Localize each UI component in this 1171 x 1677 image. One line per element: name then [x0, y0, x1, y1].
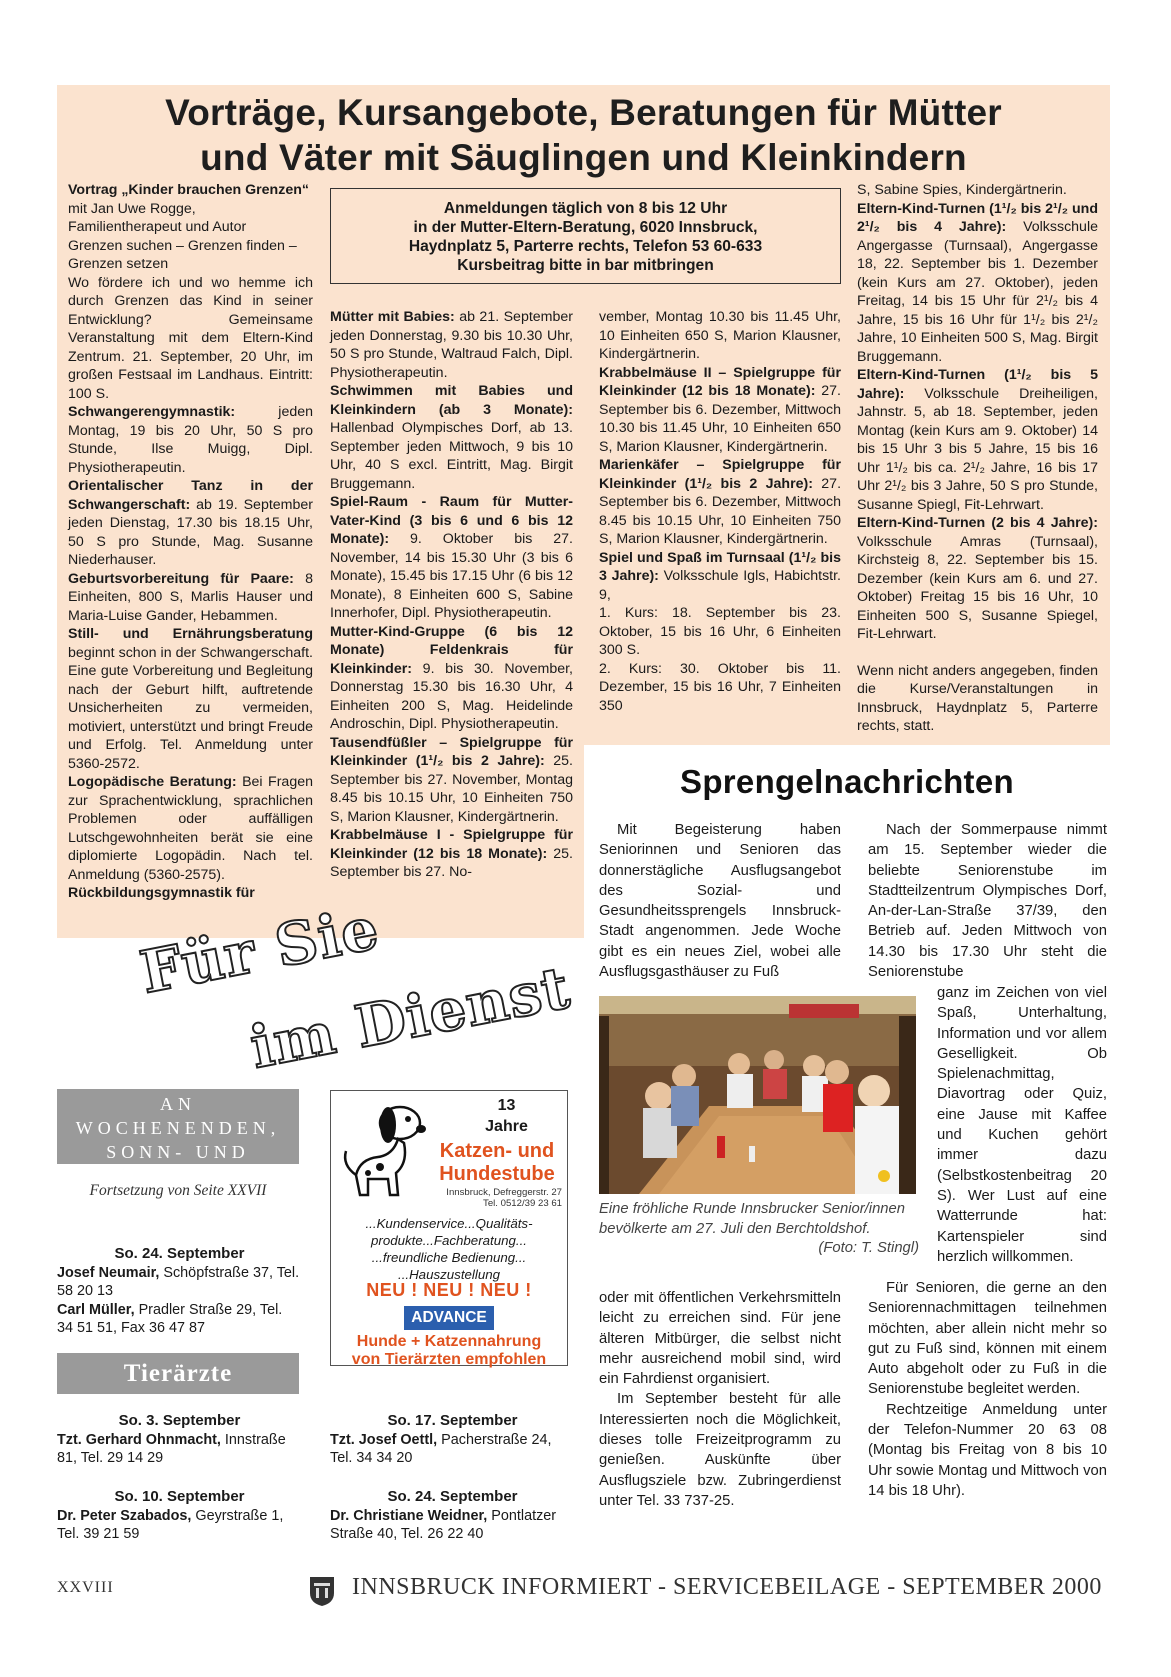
ad-street: Innsbruck, Defreggerstr. 27 — [446, 1187, 562, 1198]
course-title: Tausendfüßler – Spielgruppe für Kleinkinder (1¹/₂ bis 2 Jahre): — [330, 734, 573, 769]
course-details: vember, Montag 10.30 bis 11.45 Uhr, 10 Einheiten 650 S, Marion Klausner, Kindergärtnerin. — [599, 309, 841, 362]
course-title: Schwimmen mit Babies und Kleinkindern (ab 3 Monate): — [330, 383, 573, 418]
course-title: Eltern-Kind-Turnen (2 bis 4 Jahre): — [857, 515, 1098, 531]
ad-address — [420, 1187, 562, 1209]
course-details: Hallenbad Olympisches Dorf, ab 13. September jeden Mittwoch, 9 bis 10 Uhr, 40 S excl. Eintritt, Mag. Birgit Bruggemann. — [330, 420, 573, 492]
duty-address: Innstraße 81, Tel. 29 14 29 — [57, 1431, 286, 1466]
course-title: Vortrag „Kinder brauchen Grenzen“ — [68, 182, 309, 198]
course-details: ab 21. September jeden Donnerstag, 9.30 bis 10.30 Uhr, 50 S pro Stunde, Waltraud Falch, Dipl. Physiotherapeutin. — [330, 309, 573, 381]
article-paragraph: ganz im Zeichen von viel Spaß, Unterhaltung, Information und vor allem Geselligkeit. Ob Spielenachmittag, Diavortrag oder Quiz, eine Jause mit Kaffee und Kuchen gehört immer dazu (Selbstkostenbeitrag 20 S). Wer Lust auf eine Watterrunde hat: Kartenspieler sind herzlich willkommen. — [937, 985, 1107, 1265]
course-item — [68, 403, 313, 477]
course-details: Volksschule Igls, Habichtstr. 9, — [599, 568, 841, 603]
course-item — [330, 382, 573, 493]
vet-duty-entry — [330, 1488, 575, 1544]
photo-credit: (Foto: T. Stingl) — [818, 1240, 919, 1256]
banner-line: FEIERTAGEN — [98, 1166, 258, 1186]
ad-service-line: produkte...Fachberatung... — [371, 1233, 527, 1248]
course-item — [857, 514, 1098, 644]
course-title: Orientalischer Tanz in der Schwangerschaft: — [68, 478, 313, 513]
vet-duty-entry — [57, 1412, 302, 1468]
duty-listing — [330, 1507, 575, 1544]
ad-shop-name-line: Katzen- und — [439, 1140, 555, 1162]
article-paragraph: Nach der Sommerpause nimmt am 15. September wieder die beliebte Seniorenstube im Stadtteilzentrum Olympisches Dorf, An-der-Lan-Straße 37/39, den Betrieb auf. Jeden Mittwoch von 14.30 bis 17.30 Uhr steht die Seniorenstube — [868, 822, 1107, 981]
ad-shop-name-line: Hundestube — [439, 1163, 555, 1185]
course-title: Krabbelmäuse I - Spielgruppe für Kleinkinder (12 bis 18 Monate): — [330, 827, 573, 862]
course-item — [68, 570, 313, 626]
course-title: Logopädische Beratung: — [68, 774, 237, 790]
duty-address: Geyrstraße 1, Tel. 39 21 59 — [57, 1507, 284, 1542]
duty-listing — [57, 1264, 302, 1301]
duty-address: Pradler Straße 29, Tel. 34 51 51, Fax 36 47 87 — [57, 1301, 283, 1336]
article-paragraph: Rechtzeitige Anmeldung unter der Telefon-Nummer 20 63 08 (Montag bis Freitag von 8 bis 10 Uhr sowie Montag und Mittwoch von 14 bis 18 Uhr). — [868, 1401, 1107, 1499]
duty-date: So. 10. September — [114, 1488, 245, 1505]
course-title: Mutter-Kind-Gruppe (6 bis 12 Monate) Feldenkrais für Kleinkinder: — [330, 623, 573, 677]
course-details: 25. September bis 27. November, Montag 8.45 bis 10.15 Uhr, 10 Einheiten 750 S, Marion Klausner, Kindergärtnerin. — [330, 753, 574, 825]
course-title: Eltern-Kind-Turnen (1¹/₂ bis 2¹/₂ und 2¹/₂ bis 4 Jahre): — [857, 200, 1098, 235]
ad-years-badge — [449, 1095, 564, 1137]
course-item — [599, 364, 841, 457]
banner-line: AN WOCHENENDEN, — [75, 1094, 281, 1138]
course-item — [68, 625, 313, 773]
notice-line-2: in der Mutter-Eltern-Beratung, 6020 Innsbruck, — [413, 219, 758, 236]
article-paragraph: Im September besteht für alle Interessierten noch die Möglichkeit, dieses tolle Freizeitprogramm zu genießen. Auskünfte über Ausflugsziele bzw. Zubringerdienst unter Tel. 33 737-25. — [599, 1391, 841, 1509]
course-item — [330, 623, 573, 734]
ad-phone: Tel. 0512/39 23 61 — [483, 1198, 562, 1209]
continuation-note: Fortsetzung von Seite XXVII — [89, 1182, 267, 1199]
course-details: Bei Fragen zur Sprachentwicklung, sprachlichen Problemen oder auffälligen Lutschgewohnheiten berät sie eine diplomierte Logopädin. Nach tel. Anmeldung (5360-2575). — [68, 774, 313, 883]
page-number: XXVIII — [57, 1579, 114, 1596]
duty-listing — [330, 1431, 575, 1468]
course-title: Marienkäfer – Spielgruppe für Kleinkinder (1¹/₂ bis 2 Jahre): — [599, 457, 841, 492]
course-item — [330, 826, 573, 882]
weekend-duty-banner — [57, 1089, 299, 1186]
course-item — [857, 366, 1098, 514]
course-item — [68, 884, 313, 903]
course-details: 9. bis 30. November, Donnerstag 15.30 bis 16.30 Uhr, 4 Einheiten 200 S, Mag. Heidelinde Androschin, Dipl. Physiotherapeutin. — [330, 660, 573, 732]
course-title: Eltern-Kind-Turnen (1¹/₂ bis 5 Jahre): — [857, 367, 1098, 402]
duty-name: Dr. Christiane Weidner, — [330, 1507, 488, 1524]
duty-name: Carl Müller, — [57, 1301, 135, 1318]
course-details: jeden Montag, 19 bis 20 Uhr, 50 S pro Stunde, Ilse Muigg, Dipl. Physiotherapeutin. — [68, 404, 313, 476]
course-details: 27. September bis 6. Dezember, Mittwoch 8.45 bis 10.15 Uhr, 10 Einheiten 750 S, Marion Klausner, Kindergärtnerin. — [599, 475, 842, 547]
course-item — [599, 549, 841, 605]
duty-listing — [57, 1301, 302, 1338]
course-location-note: Wenn nicht anders angegeben, finden die Kurse/Veranstaltungen in Innsbruck, Haydnplatz 5, Parterre rechts, statt. — [857, 662, 1098, 734]
duty-name: Josef Neumair, — [57, 1264, 160, 1281]
duty-address: Pacherstraße 24, Tel. 34 34 20 — [330, 1431, 552, 1466]
ad-service-line: ...Kundenservice...Qualitäts- — [365, 1216, 533, 1231]
duty-listing — [57, 1431, 302, 1468]
notice-line-1: Anmeldungen täglich von 8 bis 12 Uhr — [443, 200, 728, 217]
course-title: Schwangerengymnastik: — [68, 404, 236, 420]
footer-title: INNSBRUCK INFORMIERT - SERVICEBEILAGE - SEPTEMBER 2000 — [352, 1574, 1102, 1600]
sprengel-article-col-b-cont — [868, 1278, 1107, 1501]
service-title-line-2: im Dienst — [245, 953, 576, 1082]
course-title: Spiel und Spaß im Turnsaal (1¹/₂ bis 3 Jahre): — [599, 549, 841, 584]
duty-name: Dr. Peter Szabados, — [57, 1507, 192, 1524]
sprengel-article-col-b-wrap — [937, 983, 1107, 1267]
notice-line-4: Kursbeitrag bitte in bar mitbringen — [457, 257, 714, 274]
course-speaker: mit Jan Uwe Rogge, Familientherapeut und Autor — [68, 200, 247, 235]
ad-new-banner: NEU ! NEU ! NEU ! — [366, 1280, 532, 1300]
course-item — [330, 734, 573, 827]
course-item — [330, 308, 573, 382]
course-details: 8 Einheiten, 800 S, Marlis Hauser und Maria-Luise Gander, Hebammen. — [68, 570, 313, 624]
course-title: Still- und Ernährungsberatung — [68, 626, 313, 642]
ad-food-claim — [334, 1333, 564, 1369]
pharmacy-duty-entry — [57, 1245, 302, 1338]
banner-line: SONN- UND — [106, 1142, 250, 1162]
duty-date: So. 24. September — [387, 1488, 518, 1505]
sprengel-article-col-b — [868, 820, 1107, 982]
course-subtitle: Grenzen suchen – Grenzen finden – Grenzen setzen — [68, 237, 297, 272]
registration-notice-box — [330, 188, 841, 284]
course-title: Mütter mit Babies: — [330, 309, 455, 325]
duty-date: So. 3. September — [118, 1412, 241, 1429]
duty-address: Pontlatzer Straße 40, Tel. 26 22 40 — [330, 1507, 557, 1542]
duty-name: Tzt. Josef Oettl, — [330, 1431, 438, 1448]
article-paragraph: Für Senioren, die gerne an den Seniorennachmittagen teilnehmen möchten, aber allein nicht mehr so gut zu Fuß sind, können mit einem Auto abgeholt oder zu Fuß in die Seniorenstube begleitet werden. — [868, 1280, 1107, 1398]
course-column-1 — [68, 181, 313, 903]
course-title: Spiel-Raum - Raum für Mutter-Vater-Kind (3 bis 6 und 6 bis 12 Monate): — [330, 494, 573, 547]
course-details: Volksschule Amras (Turnsaal), Kirchsteig 8, 22. September bis 15. Dezember (kein Kurs am 6. und 27. Oktober) Freitag 15 bis 16 Uhr, 10 Einheiten 500 S, Susanne Spiegel, Fit-Lehrwart. — [857, 533, 1098, 642]
advance-brand-logo: ADVANCE — [404, 1306, 494, 1330]
crest-shape — [308, 1575, 336, 1607]
vet-duty-entry — [330, 1412, 575, 1468]
service-title-line-1: Für Sie — [135, 894, 385, 1007]
ad-service-line: ...Hauszustellung — [398, 1267, 500, 1282]
course-title: Krabbelmäuse II – Spielgruppe für Kleinkinder (12 bis 18 Monate): — [599, 364, 841, 399]
photo-caption — [599, 1200, 919, 1259]
course-session-1: 1. Kurs: 18. September bis 23. Oktober, 15 bis 16 Uhr, 6 Einheiten 300 S. — [599, 605, 841, 658]
course-details: Volksschule Angergasse (Turnsaal), Angergasse 18, 22. September bis 1. Dezember (kein Kurs am 27. Oktober), jeden Freitag, 14 bis 15 Uhr für 2¹/₂ bis 4 Jahre, 15 bis 16 Uhr für 1¹/₂ bis 2¹/₂ Jahre, 10 Einheiten 500 S, Mag. Birgit Bruggemann. — [857, 219, 1098, 365]
duty-listing — [57, 1507, 302, 1544]
notice-line-3: Haydnplatz 5, Parterre rechts, Telefon 53 60-633 — [408, 238, 763, 255]
course-column-3 — [599, 308, 841, 715]
innsbruck-crest-icon — [308, 1575, 336, 1607]
course-title: Rückbildungsgymnastik für — [68, 885, 255, 901]
course-item — [68, 773, 313, 884]
course-details: 25. September bis 27. No- — [330, 845, 573, 880]
vets-banner: Tierärzte — [57, 1353, 299, 1394]
course-details: 27. September bis 6. Dezember, Mittwoch 10.30 bis 11.45 Uhr, 10 Einheiten 650 S, Marion Klausner, Kindergärtnerin. — [599, 383, 841, 455]
course-item — [599, 456, 841, 549]
article-paragraph: Mit Begeisterung haben Seniorinnen und Senioren das donnerstägliche Ausflugsangebot des Sozial- und Gesundheitssprengels Innsbruck-Stadt angenommen. Jede Woche gibt es ein neues Ziel, wobei alle Ausflugsgasthäuser zu Fuß — [599, 822, 841, 981]
ad-food-line: von Tierärzten empfohlen — [351, 1351, 547, 1368]
duty-address: Schöpfstraße 37, Tel. 58 20 13 — [57, 1264, 300, 1299]
photo-image — [599, 996, 916, 1194]
vet-duty-entry — [57, 1488, 302, 1544]
ad-years-label: Jahre — [485, 1118, 528, 1135]
course-item — [330, 493, 573, 623]
caption-text: Eine fröhliche Runde Innsbrucker Senior/innen bevölkerte am 27. Juli den Berchtoldshof. — [599, 1201, 905, 1237]
ad-shop-name — [428, 1140, 566, 1186]
course-details: beginnt schon in der Schwangerschaft. Eine gute Vorbereitung und Begleitung nach der Geburt hilft, auftretende Unsicherheiten zu vermeiden, motiviert, unterstützt und bringt Freude und Erfolg. Tel. Anmeldung unter 5360-2572. — [68, 644, 313, 772]
duty-name: Tzt. Gerhard Ohnmacht, — [57, 1431, 221, 1448]
sprengel-article-col-a-cont — [599, 1288, 841, 1511]
ad-services — [334, 1215, 564, 1283]
course-details: S, Sabine Spies, Kindergärtnerin. — [857, 182, 1067, 198]
headline-line-2: und Väter mit Säuglingen und Kleinkindern — [200, 137, 967, 178]
course-item — [857, 200, 1098, 367]
duty-date: So. 24. September — [114, 1245, 245, 1262]
page-headline — [57, 90, 1110, 180]
course-description: Wo fördere ich und wo hemme ich durch Grenzen das Kind in seiner Entwicklung? Gemeinsame Veranstaltung mit dem Eltern-Kind Zentrum. 21. September, 20 Uhr, im großen Festsaal im Landhaus. Eintritt: 100 S. — [68, 274, 313, 402]
course-title: Geburtsvorbereitung für Paare: — [68, 570, 294, 587]
course-column-2 — [330, 308, 573, 882]
ad-years-number: 13 — [497, 1097, 516, 1114]
ad-service-line: ...freundliche Bedienung... — [371, 1250, 527, 1265]
course-details: Volksschule Dreiheiligen, Jahnstr. 5, ab 18. September, jeden Montag (kein Kurs am 9. Oktober) 14 bis 15 Uhr 3 bis 5 Jahre, 15 bis 16 Uhr 1¹/₂ bis ca. 2¹/₂ Jahre, 16 bis 17 Uhr 2¹/₂ bis 3 Jahre, 50 S pro Stunde, Susanne Spiegl, Fit-Lehrwart. — [857, 385, 1098, 513]
course-column-4 — [857, 181, 1098, 736]
course-session-2: 2. Kurs: 30. Oktober bis 11. Dezember, 15 bis 16 Uhr, 7 Einheiten 350 — [599, 660, 841, 714]
article-paragraph: oder mit öffentlichen Verkehrsmitteln leicht zu erreichen sind. Für jene älteren Mitbürger, die selbst nicht mehr ausreichend mobil sind, wird ein Fahrdienst organisiert. — [599, 1290, 841, 1388]
course-details: ab 19. September jeden Dienstag, 17.30 bis 18.15 Uhr, 50 S pro Stunde, Mag. Susanne Niederhauser. — [68, 496, 313, 568]
ad-food-line: Hunde + Katzennahrung — [356, 1333, 542, 1350]
seniors-photo — [599, 996, 916, 1194]
duty-date: So. 17. September — [387, 1412, 518, 1429]
sprengel-article-col-a — [599, 820, 841, 982]
course-item — [68, 181, 313, 200]
headline-line-1: Vorträge, Kursangebote, Beratungen für Mütter — [165, 92, 1002, 133]
course-details: 9. Oktober bis 27. November, 14 bis 15.30 Uhr (3 bis 6 Monate), 15.45 bis 17.15 Uhr (6 bis 12 Monate), 8 Einheiten 600 S, Sabine Innerhofer, Dipl. Physiotherapeutin. — [330, 531, 573, 621]
course-item — [68, 477, 313, 570]
sprengel-title: Sprengelnachrichten — [680, 763, 1014, 800]
